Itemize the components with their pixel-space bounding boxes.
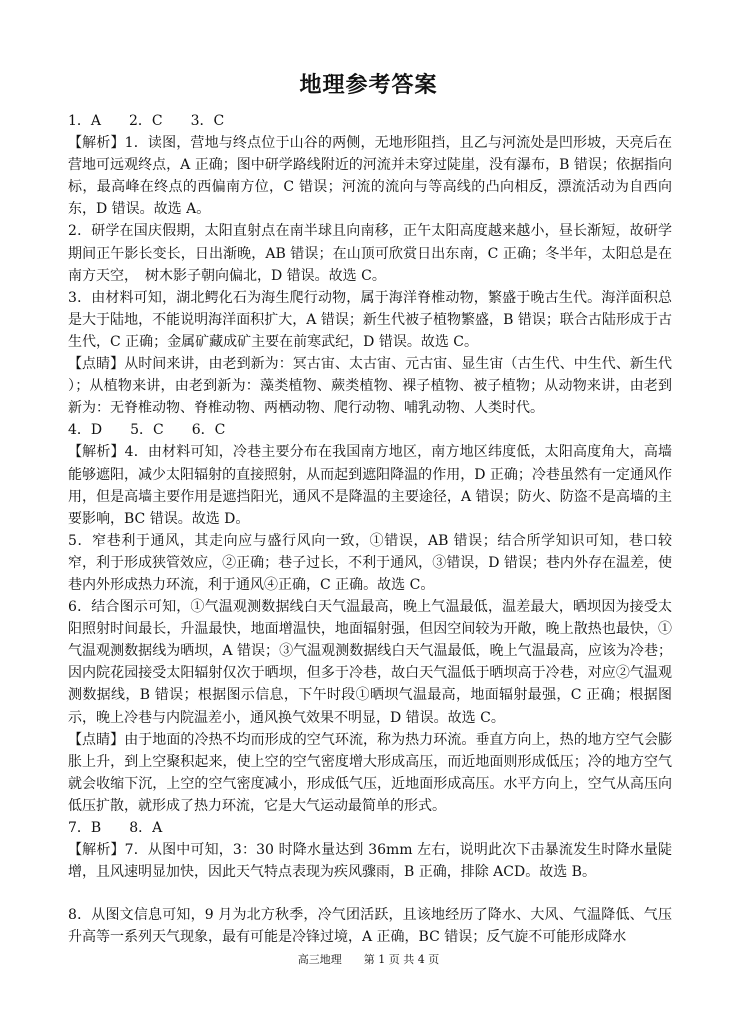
blank-line	[68, 883, 672, 904]
answers-1-3: 1．A 2．C 3．C	[68, 113, 225, 129]
analysis-q7: 【解析】7．从图中可知，3：30 时降水量达到 36mm 左右，说明此次下击暴流发生时降水量陡增，且风速明显加快，因此天气特点表现为疾风骤雨，B 正确，排除 ACD。故选 B。	[68, 842, 672, 881]
page-footer: 高三地理 第 1 页 共 4 页	[297, 953, 440, 966]
analysis-q4: 【解析】4．由材料可知，冷巷主要分布在我国南方地区，南方地区纬度低，太阳高度角大，高墙能够遮阳，减少太阳辐射的直接照射，从而起到遮阳降温的作用，D 正确；冷巷虽然有一定通风作用，但是高墙主要作用是遮挡阳光，通风不是降温的主要途径，A 错误；防火、防盗不是高墙的主要影响，BC 错误。故选 D。	[68, 444, 672, 527]
answers-7-8: 7．B 8．A	[68, 820, 163, 836]
analysis-q5: 5．窄巷利于通风，其走向应与盛行风向一致，①错误，AB 错误；结合所学知识可知，巷口较窄，利于形成狭管效应，②正确；巷子过长，不利于通风，③错误，D 错误；巷内外存在温差，使巷内外形成热力环流，利于通风④正确，C 正确。故选 C。	[68, 532, 672, 593]
analysis-q8: 8．从图文信息可知，9 月为北方秋季，冷气团活跃，且该地经历了降水、大风、气温降低、气压升高等一系列天气现象，最有可能是冷锋过境，A 正确，BC 错误；反气旋不可能形成降水	[68, 907, 672, 946]
analysis-q6: 6．结合图示可知，①气温观测数据线白天气温最高，晚上气温最低，温差最大，晒坝因为接受太阳照射时间最长，升温最快，地面增温快，地面辐射强，但因空间较为开敞，晚上散热也最快，①气温观测数据线为晒坝，A 错误；③气温观测数据线白天气温最低，晚上气温最高，应该为冷巷；因内院花园接受太阳辐射仅次于晒坝，但多于冷巷，故白天气温低于晒坝高于冷巷，对应②气温观测数据线，B 错误；根据图示信息，下午时段①晒坝气温最高，地面辐射最强，C 正确；根据图示，晚上冷巷与内院温差小，通风换气效果不明显，D 错误。故选 C。	[68, 599, 672, 726]
analysis-q1: 【解析】1．读图，营地与终点位于山谷的两侧，无地形阻挡，且乙与河流处是凹形坡，天亮后在营地可远观终点，A 正确；图中研学路线附近的河流并未穿过陡崖，没有瀑布，B 错误；依据指向标，最高峰在终点的西偏南方位，C 错误；河流的流向与等高线的凸向相反，漂流活动为自西向东，D 错误。故选 A。	[68, 135, 672, 218]
analysis-q2: 2．研学在国庆假期，太阳直射点在南半球且向南移，正午太阳高度越来越小，昼长渐短，故研学期间正午影长变长，日出渐晚，AB 错误；在山顶可欣赏日出东南，C 正确；冬半年，太阳总是在南方天空， 树木影子朝向偏北，D 错误。故选 C。	[68, 223, 672, 284]
tip-thermal-circulation: 【点睛】由于地面的冷热不均而形成的空气环流，称为热力环流。垂直方向上，热的地方空气会膨胀上升，到上空聚积起来，使上空的空气密度增大形成高压，而近地面则形成低压；冷的地方空气就会收缩下沉，上空的空气密度减小，形成低气压，近地面形成高压。水平方向上，空气从高压向低压扩散，就形成了热力环流，它是大气运动最简单的形式。	[68, 731, 672, 814]
page-title: 地理参考答案	[299, 72, 438, 98]
tip-geologic-time: 【点睛】从时间来讲，由老到新为：冥古宙、太古宙、元古宙、显生宙（古生代、中生代、新生代 ）；从植物来讲，由老到新为：藻类植物、蕨类植物、裸子植物、被子植物；从动物来讲，由老到新为：无脊椎动物、脊椎动物、两栖动物、爬行动物、哺乳动物、人类时代。	[68, 356, 672, 417]
answer-body	[68, 110, 672, 948]
answers-4-6: 4．D 5．C 6．C	[68, 422, 226, 439]
analysis-q3: 3．由材料可知，湖北鳄化石为海生爬行动物，属于海洋脊椎动物，繁盛于晚古生代。海洋面积总是大于陆地，不能说明海洋面积扩大，A 错误；新生代被子植物繁盛，B 错误；联合古陆形成于古生代，C 正确；金属矿藏成矿主要在前寒武纪，D 错误。故选 C。	[68, 289, 672, 350]
